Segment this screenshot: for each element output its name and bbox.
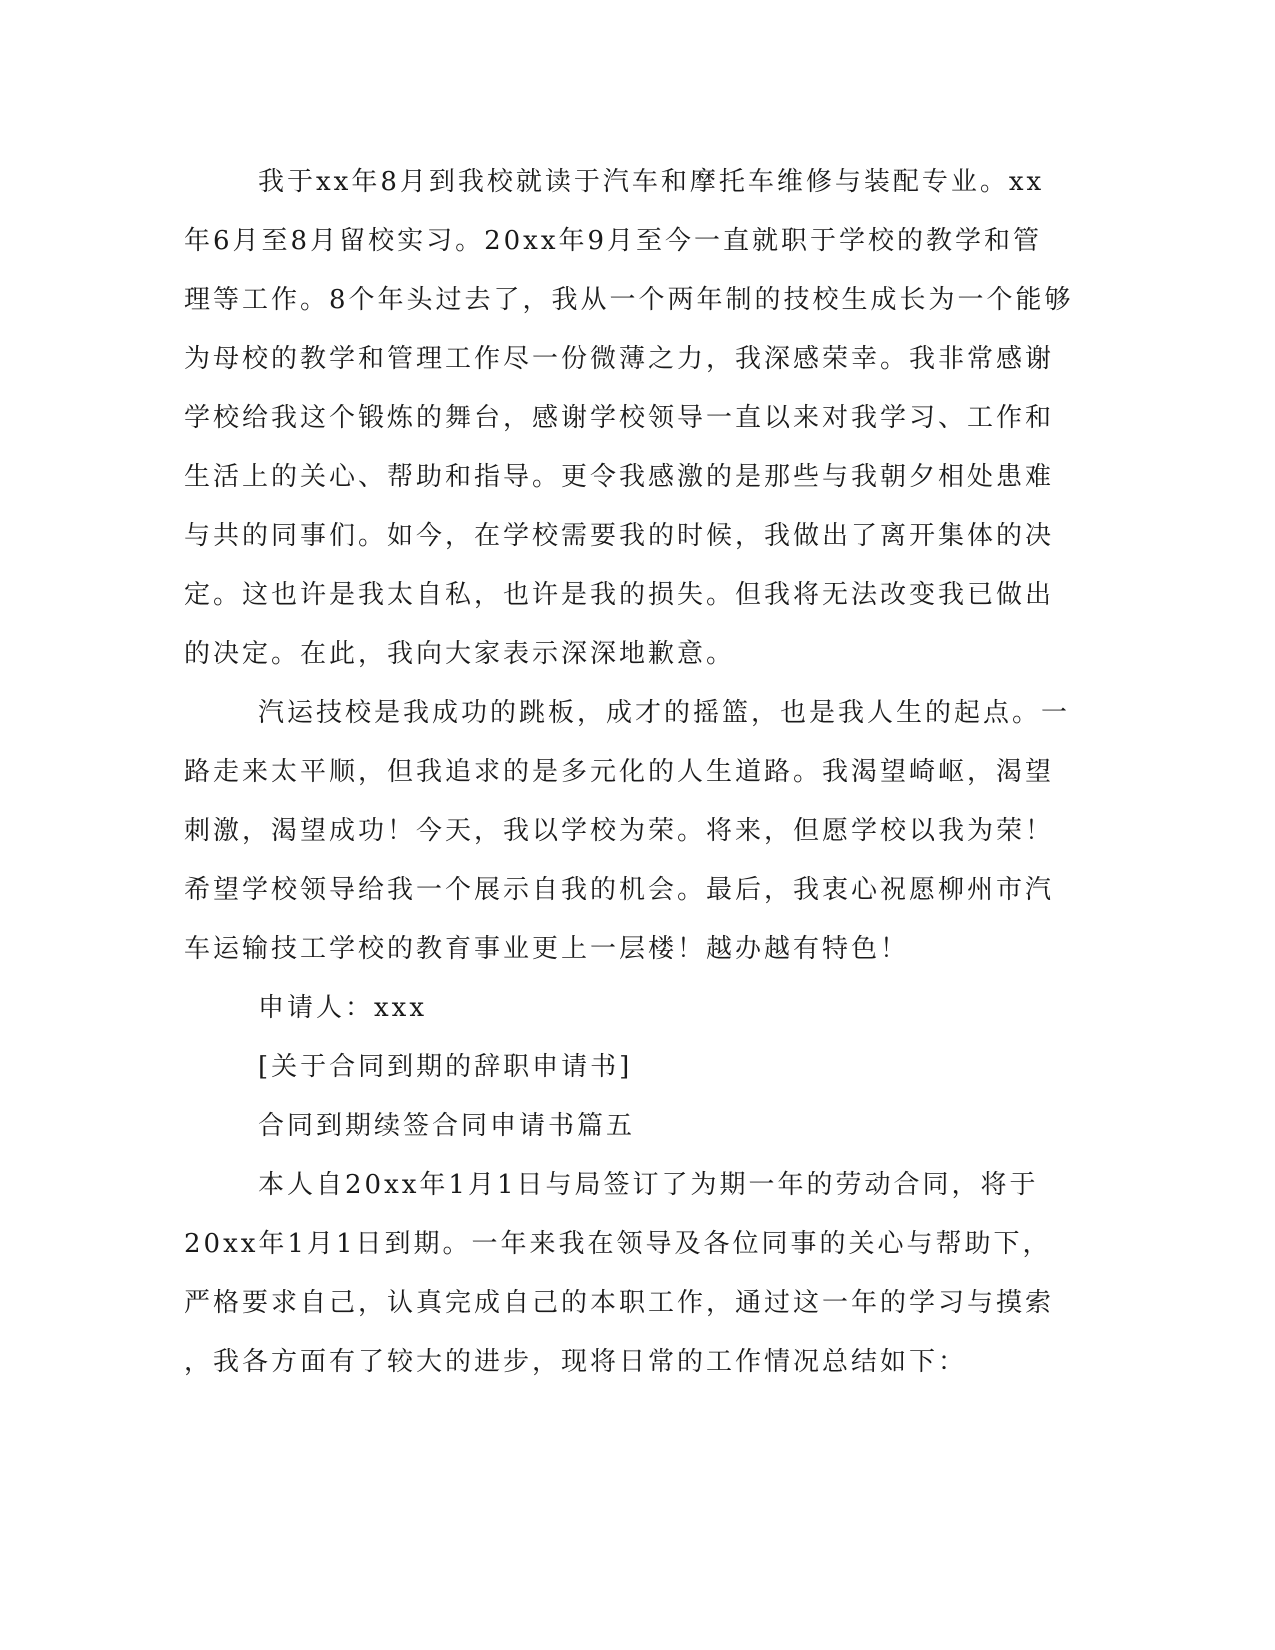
paragraph-line: 与共的同事们。如今，在学校需要我的时候，我做出了离开集体的决: [184, 521, 1055, 551]
paragraph-line: 为母校的教学和管理工作尽一份微薄之力，我深感荣幸。我非常感谢: [184, 344, 1055, 374]
paragraph-line: 本人自20xx年1月1日与局签订了为期一年的劳动合同，将于: [258, 1170, 1039, 1200]
paragraph-line: 定。这也许是我太自私，也许是我的损失。但我将无法改变我已做出: [184, 580, 1055, 610]
paragraph-line: 我于xx年8月到我校就读于汽车和摩托车维修与装配专业。xx: [258, 167, 1045, 197]
paragraph-line: 20xx年1月1日到期。一年来我在领导及各位同事的关心与帮助下，: [184, 1229, 1052, 1259]
paragraph-line: 理等工作。8个年头过去了，我从一个两年制的技校生成长为一个能够: [184, 285, 1074, 315]
applicant-signature: 申请人：xxx: [258, 993, 427, 1023]
paragraph-line: 刺激，渴望成功！今天，我以学校为荣。将来，但愿学校以我为荣！: [184, 816, 1055, 846]
paragraph-line: ，我各方面有了较大的进步，现将日常的工作情况总结如下：: [184, 1347, 968, 1377]
paragraph-line: 路走来太平顺，但我追求的是多元化的人生道路。我渴望崎岖，渴望: [184, 757, 1055, 787]
document-body: [184, 153, 1074, 1392]
paragraph-line: 学校给我这个锻炼的舞台，感谢学校领导一直以来对我学习、工作和: [184, 403, 1055, 433]
paragraph-line: 的决定。在此，我向大家表示深深地歉意。: [184, 639, 736, 669]
paragraph-line: 希望学校领导给我一个展示自我的机会。最后，我衷心祝愿柳州市汽: [184, 875, 1055, 905]
section-heading: 合同到期续签合同申请书篇五: [258, 1111, 636, 1141]
paragraph-line: 生活上的关心、帮助和指导。更令我感激的是那些与我朝夕相处患难: [184, 462, 1055, 492]
paragraph-line: 严格要求自己，认真完成自己的本职工作，通过这一年的学习与摸索: [184, 1288, 1055, 1318]
section-link-title: [关于合同到期的辞职申请书]: [258, 1052, 633, 1082]
paragraph-line: 年6月至8月留校实习。20xx年9月至今一直就职于学校的教学和管: [184, 226, 1043, 256]
paragraph-line: 汽运技校是我成功的跳板，成才的摇篮，也是我人生的起点。一: [258, 698, 1071, 728]
paragraph-line: 车运输技工学校的教育事业更上一层楼！越办越有特色！: [184, 934, 910, 964]
